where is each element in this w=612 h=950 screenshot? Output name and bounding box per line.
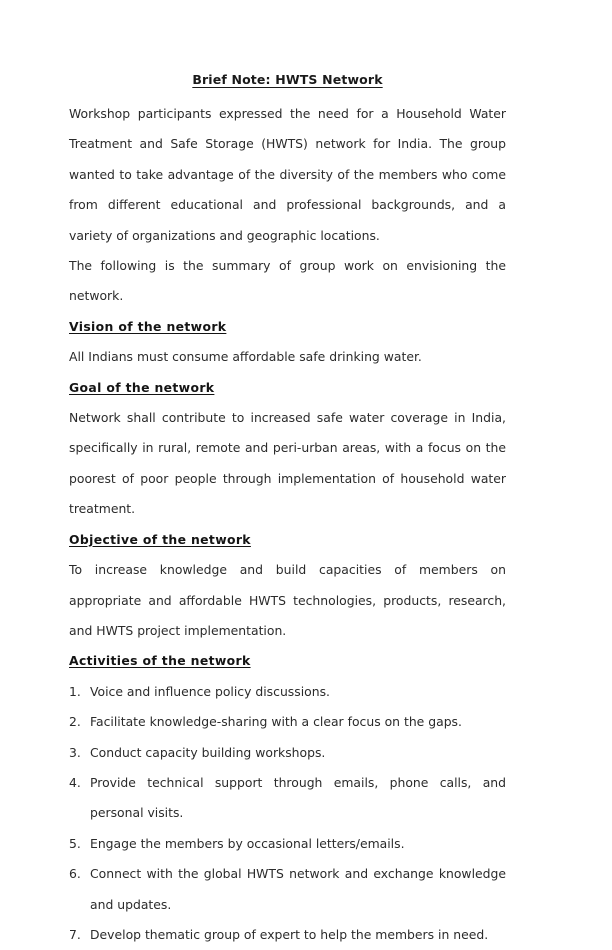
list-item-number: 6. [69,866,81,882]
section-heading-vision [69,312,506,342]
list-item-number: 2. [69,714,81,730]
list-item-number: 4. [69,774,81,790]
section-heading-vision-text: Vision of the network [69,318,227,334]
list-item-text: Provide technical support through emails, phone calls, and personal visits. [90,774,506,821]
list-item [69,707,506,737]
list-item-number: 7. [69,926,81,942]
section-heading-goal [69,373,506,403]
intro-paragraph-2: The following is the summary of group work on envisioning the network. [69,258,506,304]
section-heading-objective [69,525,506,555]
section-heading-objective-text: Objective of the network [69,531,251,547]
list-item-text: Engage the members by occasional letters/emails. [90,835,405,851]
list-item-text: Facilitate knowledge-sharing with a clear focus on the gaps. [90,714,462,730]
section-heading-goal-text: Goal of the network [69,379,215,395]
list-item [69,677,506,707]
list-item-text: Develop thematic group of expert to help the members in need. [90,926,489,942]
list-item [69,768,506,829]
list-item-text: Conduct capacity building workshops. [90,744,326,760]
section-body-objective: To increase knowledge and build capacities of members on appropriate and affordable HWTS technologies, products, research, and HWTS project implementation. [69,562,506,638]
list-item [69,738,506,768]
list-item-number: 5. [69,835,81,851]
activities-list [69,677,506,950]
list-item-text: Connect with the global HWTS network and exchange knowledge and updates. [90,866,506,912]
section-body-vision: All Indians must consume affordable safe drinking water. [69,349,422,365]
list-item-number: 3. [69,744,81,760]
list-item [69,829,506,859]
list-item [69,920,506,950]
section-heading-activities-text: Activities of the network [69,653,251,669]
page-title [69,70,506,90]
list-item [69,859,506,920]
section-body-goal: Network shall contribute to increased safe water coverage in India, specifically in rural, remote and peri-urban areas, with a focus on the poorest of poor people through implementation of household water treatment. [69,410,506,517]
intro-paragraph-1: Workshop participants expressed the need for a Household Water Treatment and Safe Storage (HWTS) network for India. The group wanted to take advantage of the diversity of the members who come from different educational and professional backgrounds, and a variety of organizations and geographic locations. [69,106,506,243]
page-title-text: Brief Note: HWTS Network [192,72,383,87]
section-heading-activities [69,646,506,676]
list-item-text: Voice and influence policy discussions. [90,683,330,699]
list-item-number: 1. [69,683,81,699]
